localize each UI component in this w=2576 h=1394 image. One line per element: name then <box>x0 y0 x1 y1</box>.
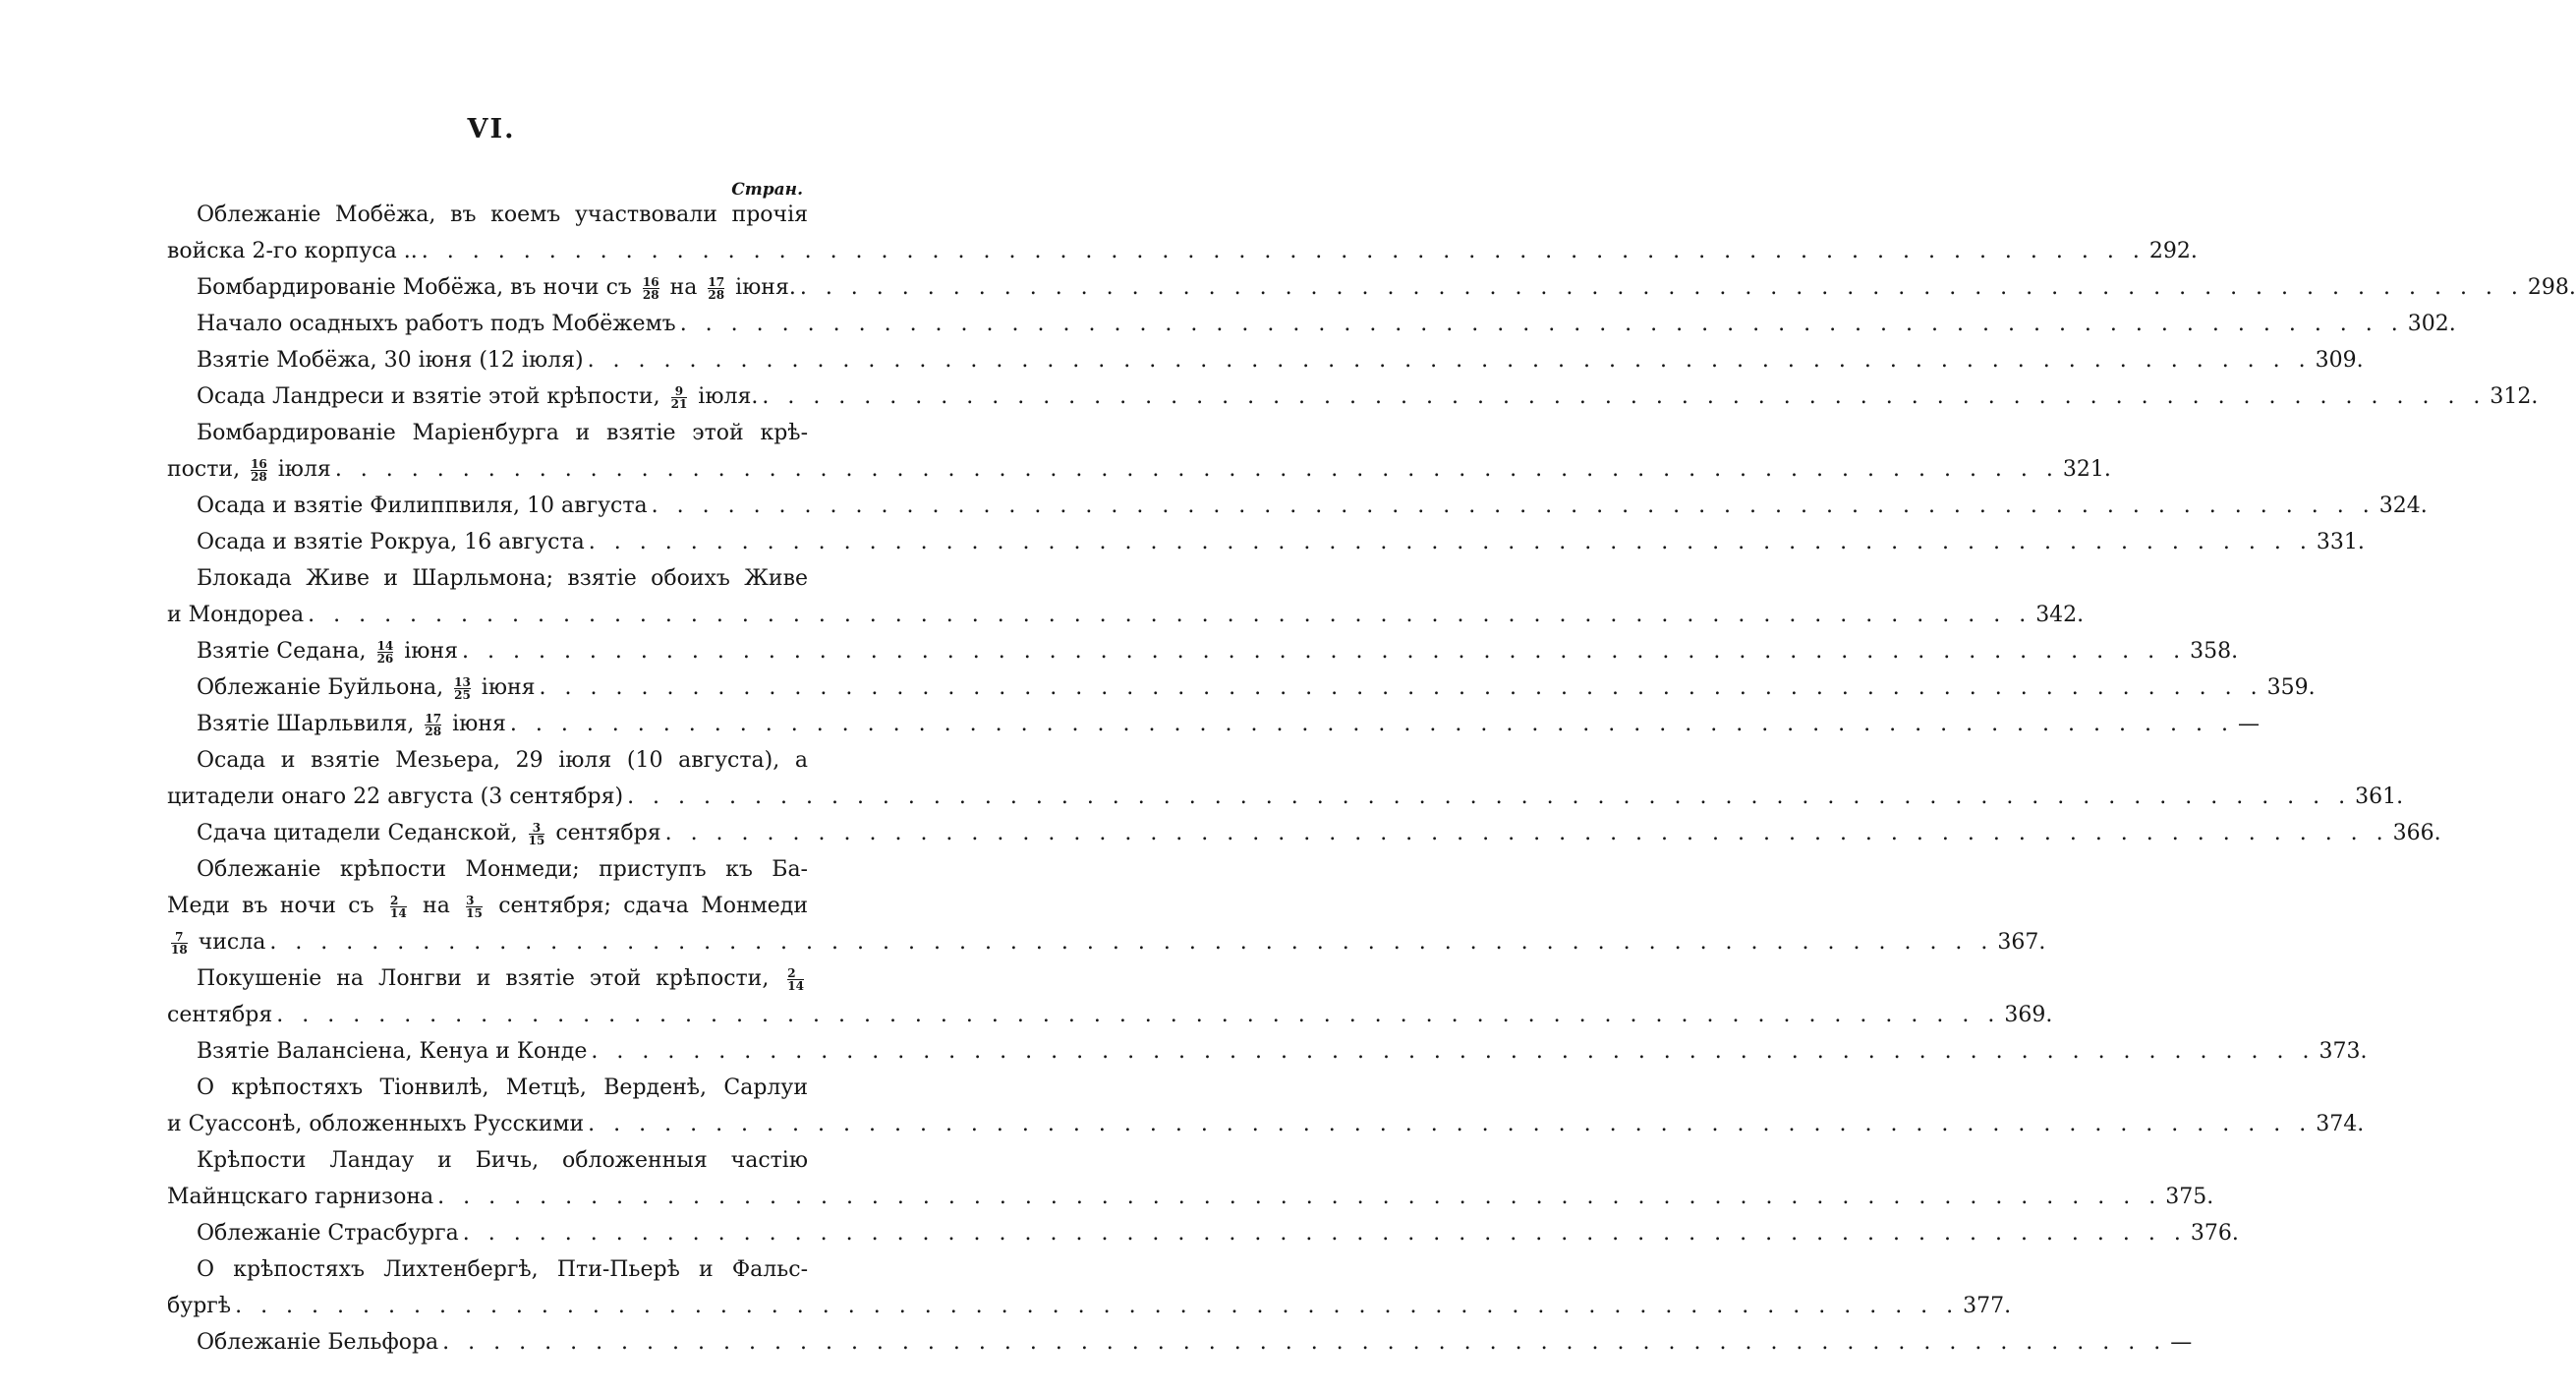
toc-text: на <box>423 894 450 918</box>
fraction-numerator: 13 <box>454 674 471 689</box>
toc-text: Облежаніе крѣпости Монмеди; приступъ къ Ба- <box>197 857 808 882</box>
toc-page-number: 342. <box>2035 603 2085 627</box>
toc-page-number: 373. <box>2318 1039 2368 1064</box>
toc-text: Бомбардированіе Мобёжа, въ ночи съ <box>197 275 632 300</box>
dot-leader <box>331 451 2063 488</box>
toc-text: іюня. <box>735 275 796 300</box>
page-column-header: Стран. <box>731 180 803 200</box>
toc-entry-text <box>197 560 808 597</box>
toc-line <box>167 1033 2368 1070</box>
fraction-denominator: 15 <box>528 833 545 847</box>
toc-text: Взятіе Шарльвиля, <box>197 712 415 736</box>
fraction-numerator: 3 <box>466 893 475 907</box>
toc-line <box>167 378 2539 415</box>
toc-entry-text <box>197 1324 438 1361</box>
toc-text: Осада Ландреси и взятіе этой крѣпости, <box>197 384 660 409</box>
toc-entry-text <box>167 1288 231 1324</box>
toc-line <box>167 924 2046 960</box>
toc-text: на <box>669 275 698 300</box>
toc-line <box>167 1324 2193 1361</box>
toc-text: цитадели онаго 22 августа (3 сентября) <box>167 784 624 809</box>
dot-leader <box>272 997 2004 1033</box>
fraction-numerator: 14 <box>376 638 394 653</box>
dot-leader <box>584 342 2316 378</box>
dot-leader <box>506 706 2238 742</box>
toc-text: іюня <box>481 675 536 700</box>
toc-text: сентября <box>167 1003 273 1027</box>
toc-line <box>167 233 2198 269</box>
fraction-numerator: 3 <box>532 820 542 835</box>
toc-page-number: 375. <box>2165 1185 2214 1209</box>
toc-entry-text <box>167 233 418 269</box>
fraction-denominator: 26 <box>376 651 394 666</box>
fraction-denominator: 28 <box>251 469 267 484</box>
toc-line <box>167 633 2239 669</box>
toc-page-number: 321. <box>2062 457 2111 482</box>
toc-line <box>167 197 808 233</box>
dot-leader <box>438 1324 2170 1361</box>
toc-entry-text <box>197 706 506 742</box>
toc-text: пости, <box>167 457 241 482</box>
toc-text: и Суассонѣ, обложенныхъ Русскими <box>167 1112 585 1136</box>
toc-entry-text <box>197 669 536 706</box>
dot-leader <box>231 1288 1963 1324</box>
date-fraction <box>529 822 545 846</box>
dot-leader <box>458 633 2190 669</box>
toc-line <box>167 669 2316 706</box>
toc-text: Майнцскаго гарнизона <box>167 1185 434 1209</box>
toc-page-number: 298. <box>2527 275 2576 300</box>
toc-page-number: 309. <box>2315 348 2364 373</box>
toc-entry-text <box>167 888 808 924</box>
toc-text: Взятіе Мобёжа, 30 іюня (12 іюля) <box>197 348 584 373</box>
fraction-numerator: 16 <box>251 456 267 471</box>
dot-leader <box>796 269 2528 306</box>
dot-leader <box>459 1215 2191 1251</box>
toc-entry-text <box>167 779 623 815</box>
toc-line <box>167 706 2260 742</box>
toc-page-number: 292. <box>2148 239 2198 263</box>
toc-entry-text <box>197 306 676 342</box>
toc-entry-text <box>197 960 808 997</box>
toc-text: Облежаніе Мобёжа, въ коемъ участвовали прочія <box>197 203 808 227</box>
toc-page-number: 376. <box>2190 1221 2239 1246</box>
date-fraction <box>466 895 483 919</box>
toc-entry-text <box>167 451 331 488</box>
toc-text: Покушеніе на Лонгви и взятіе этой крѣпости, <box>197 966 770 991</box>
toc-entry-text <box>197 197 808 233</box>
toc-text: іюля. <box>698 384 759 409</box>
toc-text: Взятіе Седана, <box>197 639 367 664</box>
dot-leader <box>418 233 2149 269</box>
date-fraction <box>390 895 407 919</box>
toc-text: Начало осадныхъ работъ подъ Мобёжемъ <box>197 312 676 336</box>
toc-entry-text <box>197 1033 587 1070</box>
toc-entry-text <box>167 597 304 633</box>
dot-leader <box>758 378 2490 415</box>
date-fraction <box>787 967 804 992</box>
fraction-numerator: 9 <box>674 383 684 398</box>
toc-entry-text <box>167 924 265 960</box>
dot-leader <box>433 1179 2165 1215</box>
toc-entry-text <box>197 633 458 669</box>
toc-entry-text <box>197 1070 808 1106</box>
toc-entry-text <box>167 1106 584 1142</box>
toc-text: Облежаніе Бельфора <box>197 1330 439 1355</box>
toc-line <box>167 1288 2012 1324</box>
toc-page-number: 367. <box>1997 930 2046 955</box>
dot-leader <box>648 488 2379 524</box>
toc-page-number: 312. <box>2490 384 2539 409</box>
fraction-denominator: 14 <box>787 978 804 993</box>
toc-text: Облежаніе Страсбурга <box>197 1221 459 1246</box>
toc-line <box>167 815 2441 851</box>
fraction-denominator: 25 <box>454 687 471 702</box>
page-number: VI. <box>467 114 516 145</box>
dot-leader <box>585 524 2317 560</box>
date-fraction <box>425 713 441 737</box>
toc-text: О крѣпостяхъ Лихтенбергѣ, Пти-Пьерѣ и Фальс- <box>197 1257 808 1282</box>
toc-page-number: 359. <box>2266 675 2316 700</box>
toc-entry-text <box>197 524 585 560</box>
dot-leader <box>676 306 2408 342</box>
fraction-numerator: 17 <box>708 274 725 289</box>
fraction-denominator: 15 <box>466 905 483 920</box>
fraction-denominator: 18 <box>171 942 188 957</box>
fraction-denominator: 28 <box>708 287 725 302</box>
toc-line <box>167 415 808 451</box>
toc-entry-text <box>197 378 758 415</box>
toc-line <box>167 269 2576 306</box>
toc-page-number: 361. <box>2355 784 2404 809</box>
toc-text: іюня <box>452 712 506 736</box>
date-fraction <box>171 931 188 956</box>
toc-entry-text <box>167 1179 433 1215</box>
toc-line <box>167 342 2364 378</box>
toc-line <box>167 1142 808 1179</box>
toc-entry-text <box>167 997 272 1033</box>
fraction-denominator: 28 <box>425 724 442 738</box>
toc-line <box>167 451 2111 488</box>
toc-line <box>167 1179 2214 1215</box>
toc-text: и Мондореа <box>167 603 305 627</box>
table-of-contents <box>167 197 2576 1361</box>
toc-text: Осада и взятіе Мезьера, 29 іюля (10 августа), а <box>197 748 808 773</box>
toc-entry-text <box>197 342 584 378</box>
fraction-numerator: 2 <box>787 965 796 980</box>
toc-text: сентября; сдача Монмеди <box>498 894 809 918</box>
dot-leader <box>623 779 2355 815</box>
date-fraction <box>377 640 394 665</box>
toc-page-number: 377. <box>1963 1294 2012 1318</box>
toc-page-number: — <box>2237 712 2260 736</box>
date-fraction <box>454 676 471 701</box>
toc-line <box>167 997 2053 1033</box>
toc-line <box>167 742 808 779</box>
dot-leader <box>661 815 2393 851</box>
date-fraction <box>643 276 659 301</box>
toc-text: бургѣ <box>167 1294 232 1318</box>
toc-line <box>167 560 808 597</box>
toc-text: О крѣпостяхъ Тіонвилѣ, Метцѣ, Верденѣ, Сарлуи <box>197 1075 808 1100</box>
toc-entry-text <box>197 851 808 888</box>
toc-page-number: — <box>2170 1330 2193 1355</box>
fraction-denominator: 14 <box>389 905 407 920</box>
fraction-numerator: 2 <box>389 893 399 907</box>
toc-text: Меди въ ночи съ <box>167 894 374 918</box>
toc-line <box>167 597 2085 633</box>
toc-entry-text <box>197 1142 808 1179</box>
toc-page-number: 324. <box>2378 494 2428 518</box>
fraction-numerator: 17 <box>425 711 442 726</box>
toc-text: войска 2-го корпуса .. <box>167 239 418 263</box>
toc-text: Взятіе Валансіена, Кенуа и Конде <box>197 1039 588 1064</box>
toc-text: Осада и взятіе Рокруа, 16 августа <box>197 530 585 554</box>
toc-entry-text <box>197 815 661 851</box>
toc-line <box>167 1106 2365 1142</box>
fraction-numerator: 7 <box>175 929 184 944</box>
toc-line <box>167 1070 808 1106</box>
date-fraction <box>671 385 688 410</box>
toc-page-number: 358. <box>2190 639 2239 664</box>
dot-leader <box>587 1033 2318 1070</box>
toc-text: Крѣпости Ландау и Бичь, обложенныя частію <box>197 1148 808 1173</box>
toc-text: Сдача цитадели Седанской, <box>197 821 518 845</box>
toc-page-number: 369. <box>2004 1003 2053 1027</box>
toc-line <box>167 1215 2239 1251</box>
toc-text: Осада и взятіе Филиппвиля, 10 августа <box>197 494 648 518</box>
dot-leader <box>584 1106 2316 1142</box>
toc-entry-text <box>197 415 808 451</box>
toc-text: сентября <box>555 821 661 845</box>
toc-text: Блокада Живе и Шарльмона; взятіе обоихъ Живе <box>197 566 808 591</box>
date-fraction <box>251 458 267 483</box>
toc-text: Бомбардированіе Маріенбурга и взятіе этой крѣ- <box>197 421 808 445</box>
toc-entry-text <box>197 488 648 524</box>
date-fraction <box>708 276 724 301</box>
toc-page-number: 366. <box>2392 821 2441 845</box>
toc-text: іюля <box>277 457 331 482</box>
toc-page-number: 302. <box>2407 312 2456 336</box>
toc-line <box>167 524 2365 560</box>
fraction-numerator: 16 <box>642 274 659 289</box>
toc-line <box>167 1251 808 1288</box>
toc-text: числа <box>198 930 266 955</box>
toc-line <box>167 888 808 924</box>
toc-line <box>167 306 2456 342</box>
toc-entry-text <box>197 269 796 306</box>
toc-entry-text <box>197 742 808 779</box>
dot-leader <box>536 669 2267 706</box>
toc-entry-text <box>197 1251 808 1288</box>
toc-line <box>167 488 2428 524</box>
dot-leader <box>265 924 1997 960</box>
toc-page-number: 331. <box>2316 530 2365 554</box>
toc-text: іюня <box>404 639 458 664</box>
toc-line <box>167 851 808 888</box>
toc-line <box>167 779 2404 815</box>
toc-text: Облежаніе Буйльона, <box>197 675 444 700</box>
fraction-denominator: 28 <box>642 287 659 302</box>
toc-page-number: 374. <box>2316 1112 2365 1136</box>
dot-leader <box>304 597 2035 633</box>
toc-entry-text <box>197 1215 459 1251</box>
fraction-denominator: 21 <box>670 396 688 411</box>
toc-line <box>167 960 808 997</box>
